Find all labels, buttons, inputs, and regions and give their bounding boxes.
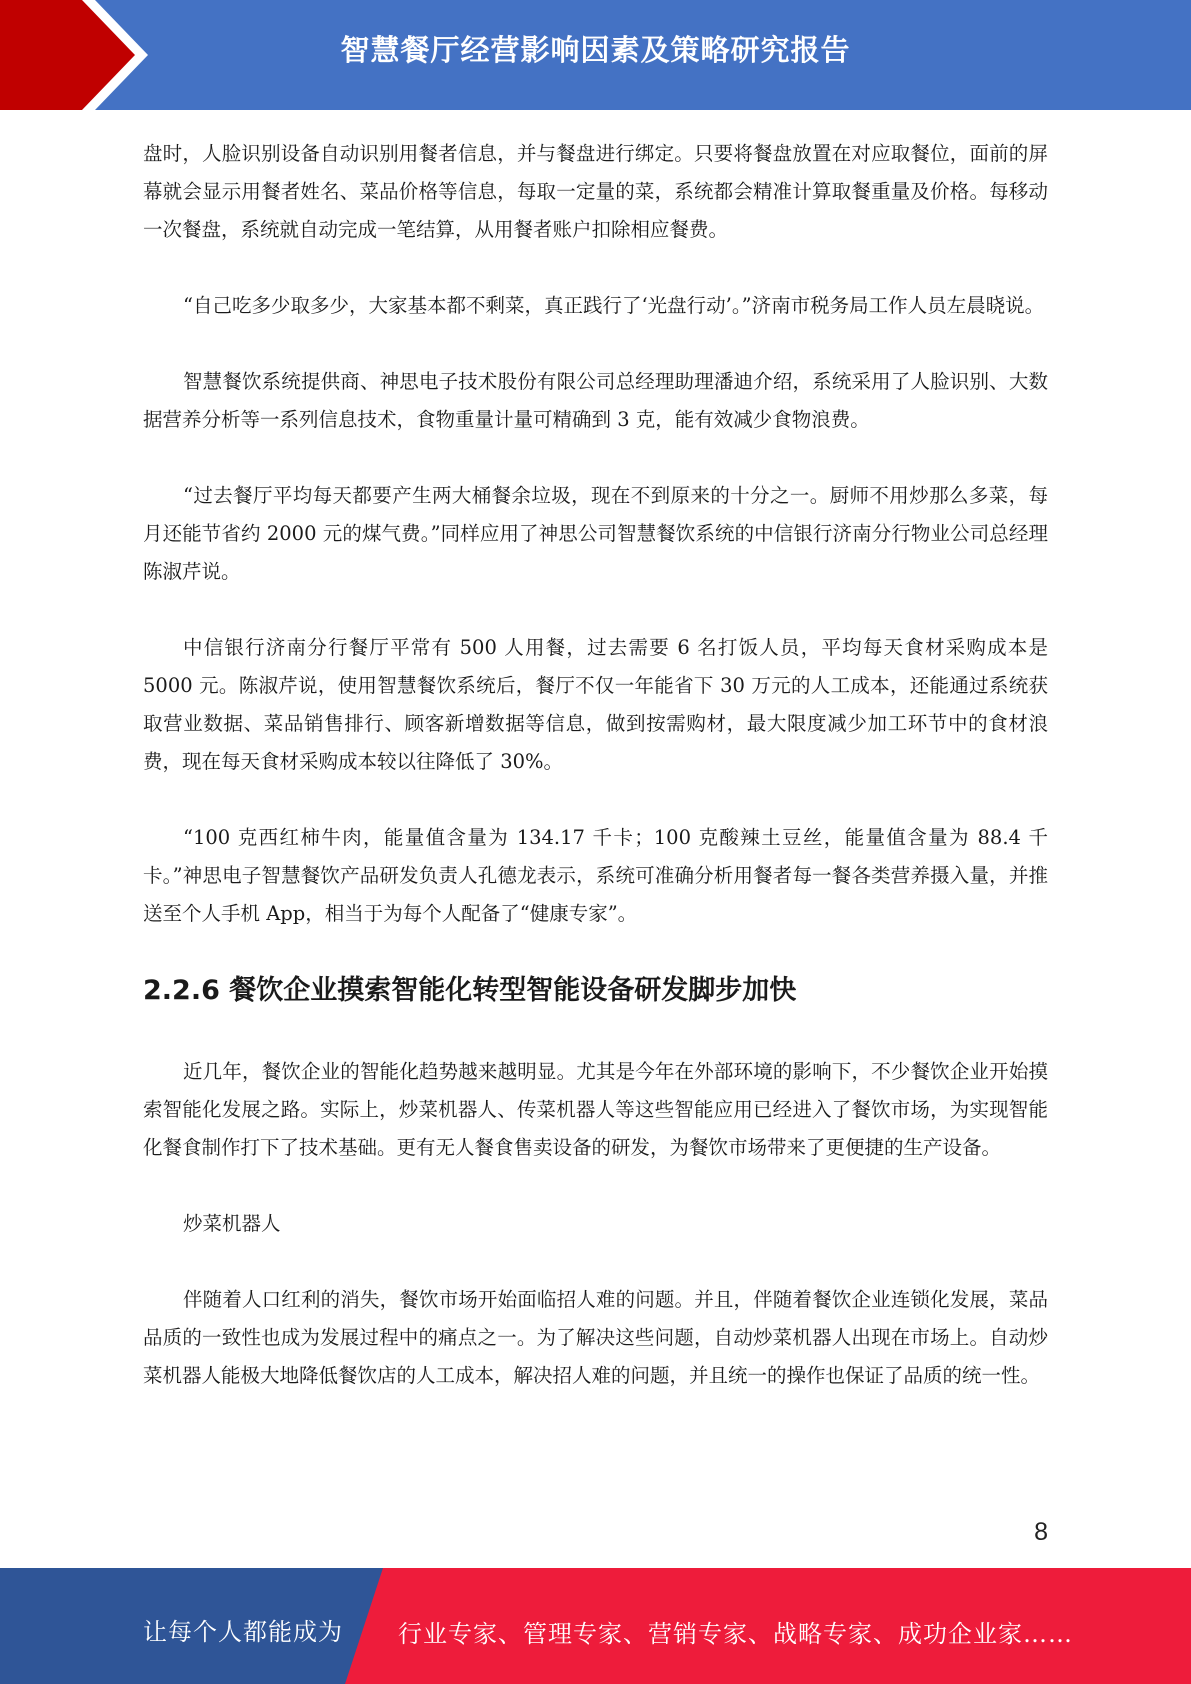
paragraph: “自己吃多少取多少，大家基本都不剩菜，真正践行了‘光盘行动’。”济南市税务局工作人员左晨晓说。: [183, 294, 1045, 317]
page-header: [0, 0, 1191, 110]
document-title: 智慧餐厅经营影响因素及策略研究报告: [340, 33, 851, 67]
paragraph: 盘时，人脸识别设备自动识别用餐者信息，并与餐盘进行绑定。只要将餐盘放置在对应取餐位，面前的屏幕就会显示用餐者姓名、菜品价格等信息，每取一定量的菜，系统都会精准计算取餐重量及价格。每移动一次餐盘，系统就自动完成一笔结算，从用餐者账户扣除相应餐费。: [143, 142, 1048, 241]
section-heading: 2.2.6 餐饮企业摸索智能化转型智能设备研发脚步加快: [143, 975, 797, 1006]
page-content: [143, 135, 1048, 1433]
paragraph: 中信银行济南分行餐厅平常有 500 人用餐，过去需要 6 名打饭人员，平均每天食材采购成本是 5000 元。陈淑芹说，使用智慧餐饮系统后，餐厅不仅一年能省下 30 万元的人工成本，还能通过系统获取营业数据、菜品销售排行、顾客新增数据等信息，做到按需购材，最大限度减少加工环节中的食材浪费，现在每天食材采购成本较以往降低了 30%。: [143, 636, 1048, 773]
paragraph: “过去餐厅平均每天都要产生两大桶餐余垃圾，现在不到原来的十分之一。厨师不用炒那么多菜，每月还能节省约 2000 元的煤气费。”同样应用了神思公司智慧餐饮系统的中信银行济南分行物业公司总经理陈淑芹说。: [143, 484, 1048, 583]
paragraph: “100 克西红柿牛肉，能量值含量为 134.17 千卡；100 克酸辣土豆丝，能量值含量为 88.4 千卡。”神思电子智慧餐饮产品研发负责人孔德龙表示，系统可准确分析用餐者每一餐各类营养摄入量，并推送至个人手机 App，相当于为每个人配备了“健康专家”。: [143, 826, 1048, 925]
paragraph: 近几年，餐饮企业的智能化趋势越来越明显。尤其是今年在外部环境的影响下，不少餐饮企业开始摸索智能化发展之路。实际上，炒菜机器人、传菜机器人等这些智能应用已经进入了餐饮市场，为实现智能化餐食制作打下了技术基础。更有无人餐食售卖设备的研发，为餐饮市场带来了更便捷的生产设备。: [143, 1060, 1048, 1159]
footer-slogan-left: 让每个人都能成为: [143, 1618, 343, 1646]
page-number: 8: [1034, 1518, 1048, 1546]
paragraph: 智慧餐饮系统提供商、神思电子技术股份有限公司总经理助理潘迪介绍，系统采用了人脸识别、大数据营养分析等一系列信息技术，食物重量计量可精确到 3 克，能有效减少食物浪费。: [143, 370, 1048, 431]
subheading: 炒菜机器人: [183, 1212, 281, 1235]
page-footer: [0, 1568, 1191, 1684]
paragraph: 伴随着人口红利的消失，餐饮市场开始面临招人难的问题。并且，伴随着餐饮企业连锁化发展，菜品品质的一致性也成为发展过程中的痛点之一。为了解决这些问题，自动炒菜机器人出现在市场上。自动炒菜机器人能极大地降低餐饮店的人工成本，解决招人难的问题，并且统一的操作也保证了品质的统一性。: [143, 1288, 1048, 1387]
footer-slogan-right: 行业专家、管理专家、营销专家、战略专家、成功企业家……: [398, 1620, 1073, 1648]
